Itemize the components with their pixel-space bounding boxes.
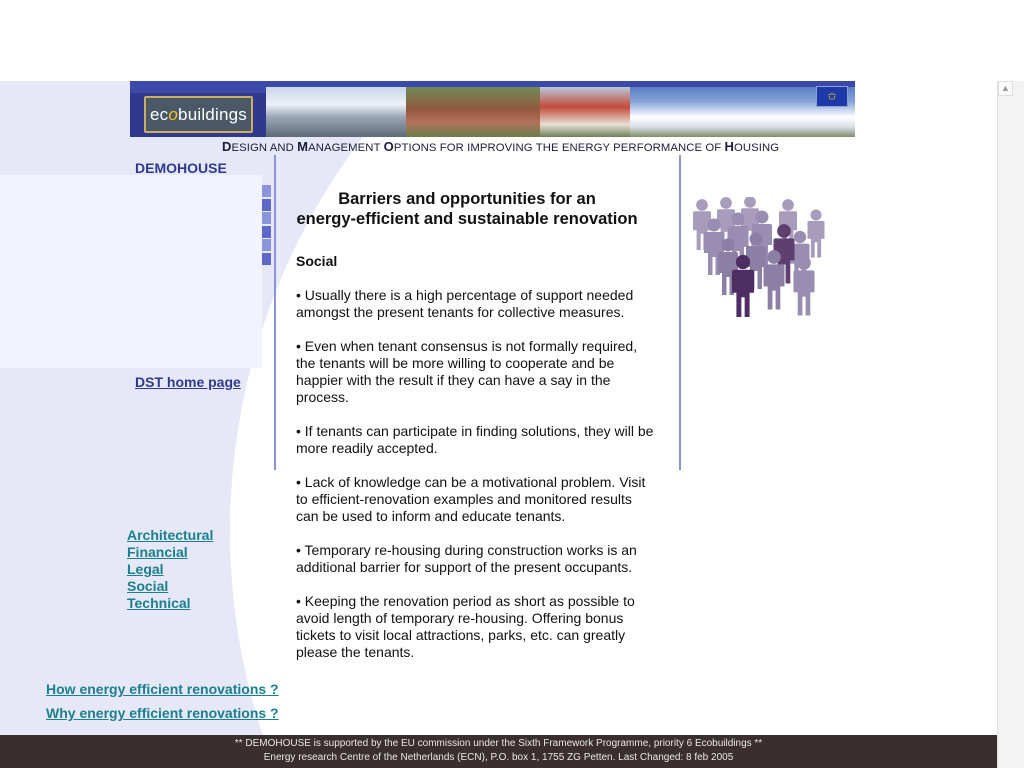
topic-link-legal[interactable]: Legal	[127, 561, 164, 577]
subtitle-part-1: ESIGN AND	[231, 142, 298, 154]
main-content	[296, 253, 656, 678]
vertical-scrollbar[interactable]	[997, 81, 1024, 768]
subtitle-part-2: ANAGEMENT	[308, 142, 384, 154]
logo-o: o	[168, 104, 179, 124]
why-renovations-link[interactable]: Why energy efficient renovations ?	[46, 705, 279, 721]
paragraph: • Keeping the renovation period as short as possible to avoid length of temporary re-housing. Offering bonus tickets to visit local attractions, parks, etc. can greatly please the tenants.	[296, 593, 635, 660]
how-renovations-link[interactable]: How energy efficient renovations ?	[46, 681, 279, 697]
paragraph: • If tenants can participate in finding solutions, they will be more readily accepted.	[296, 423, 654, 456]
logo-prefix: ec	[150, 104, 169, 124]
subtitle-part-3: PTIONS FOR IMPROVING THE ENERGY PERFORMANCE OF	[393, 142, 725, 154]
person-figure	[808, 209, 825, 257]
topic-link-financial[interactable]: Financial	[127, 544, 188, 560]
eu-flag-icon: ✩	[816, 86, 848, 107]
logo-suffix: buildings	[178, 104, 247, 124]
building-photo-1	[266, 87, 406, 137]
strip-square	[262, 185, 271, 197]
paragraph: • Even when tenant consensus is not formally required, the tenants will be more willing to cooperate and be happier with the result if they can have a say in the process.	[296, 338, 638, 405]
subtitle-cap-o: O	[383, 139, 394, 154]
divider-left	[274, 155, 276, 470]
subtitle-cap-h: H	[724, 139, 734, 154]
topic-links	[127, 527, 213, 612]
demohouse-heading: DEMOHOUSE	[135, 160, 227, 176]
paragraph: • Temporary re-housing during construction works is an additional barrier for support of the present occupants.	[296, 542, 637, 575]
people-group-icon	[688, 197, 830, 325]
decorative-strip	[262, 185, 271, 267]
dst-home-link[interactable]: DST home page	[135, 374, 241, 390]
footer-line-2: Energy research Centre of the Netherlands (ECN), P.O. box 1, 1755 ZG Petten. Last Changed: 8 feb 2005	[263, 752, 734, 763]
strip-square	[262, 239, 271, 251]
title-line-2: energy-efficient and sustainable renovation	[296, 210, 638, 228]
title-line-1: Barriers and opportunities for an	[338, 190, 596, 208]
strip-square	[262, 212, 271, 224]
scroll-up-arrow-icon[interactable]: ▲	[998, 81, 1013, 96]
topic-link-technical[interactable]: Technical	[127, 595, 191, 611]
page-title	[282, 189, 652, 229]
site-subtitle	[222, 139, 779, 154]
subtitle-cap-d: D	[222, 139, 232, 154]
topic-link-social[interactable]: Social	[127, 578, 169, 594]
section-heading: Social	[296, 253, 338, 269]
footer-line-1: ** DEMOHOUSE is supported by the EU commission under the Sixth Framework Programme, priority 6 Ecobuildings **	[234, 738, 763, 749]
subtitle-part-4: OUSING	[734, 142, 780, 154]
topic-link-architectural[interactable]: Architectural	[127, 527, 214, 543]
paragraph: • Lack of knowledge can be a motivational problem. Visit to efficient-renovation examples and monitored results can be used to inform and educate tenants.	[296, 474, 646, 524]
strip-square	[262, 199, 271, 211]
divider-right	[679, 155, 681, 470]
footer	[0, 735, 997, 768]
strip-square	[262, 226, 271, 238]
ecobuildings-logo[interactable]	[144, 96, 253, 133]
sidebar-panel	[0, 175, 262, 368]
paragraph: • Usually there is a high percentage of support needed amongst the present tenants for collective measures.	[296, 287, 634, 320]
building-photo-3	[540, 87, 630, 137]
header-banner	[130, 81, 855, 137]
subtitle-cap-m: M	[297, 139, 309, 154]
building-photo-2	[406, 87, 540, 137]
strip-square	[262, 253, 271, 265]
